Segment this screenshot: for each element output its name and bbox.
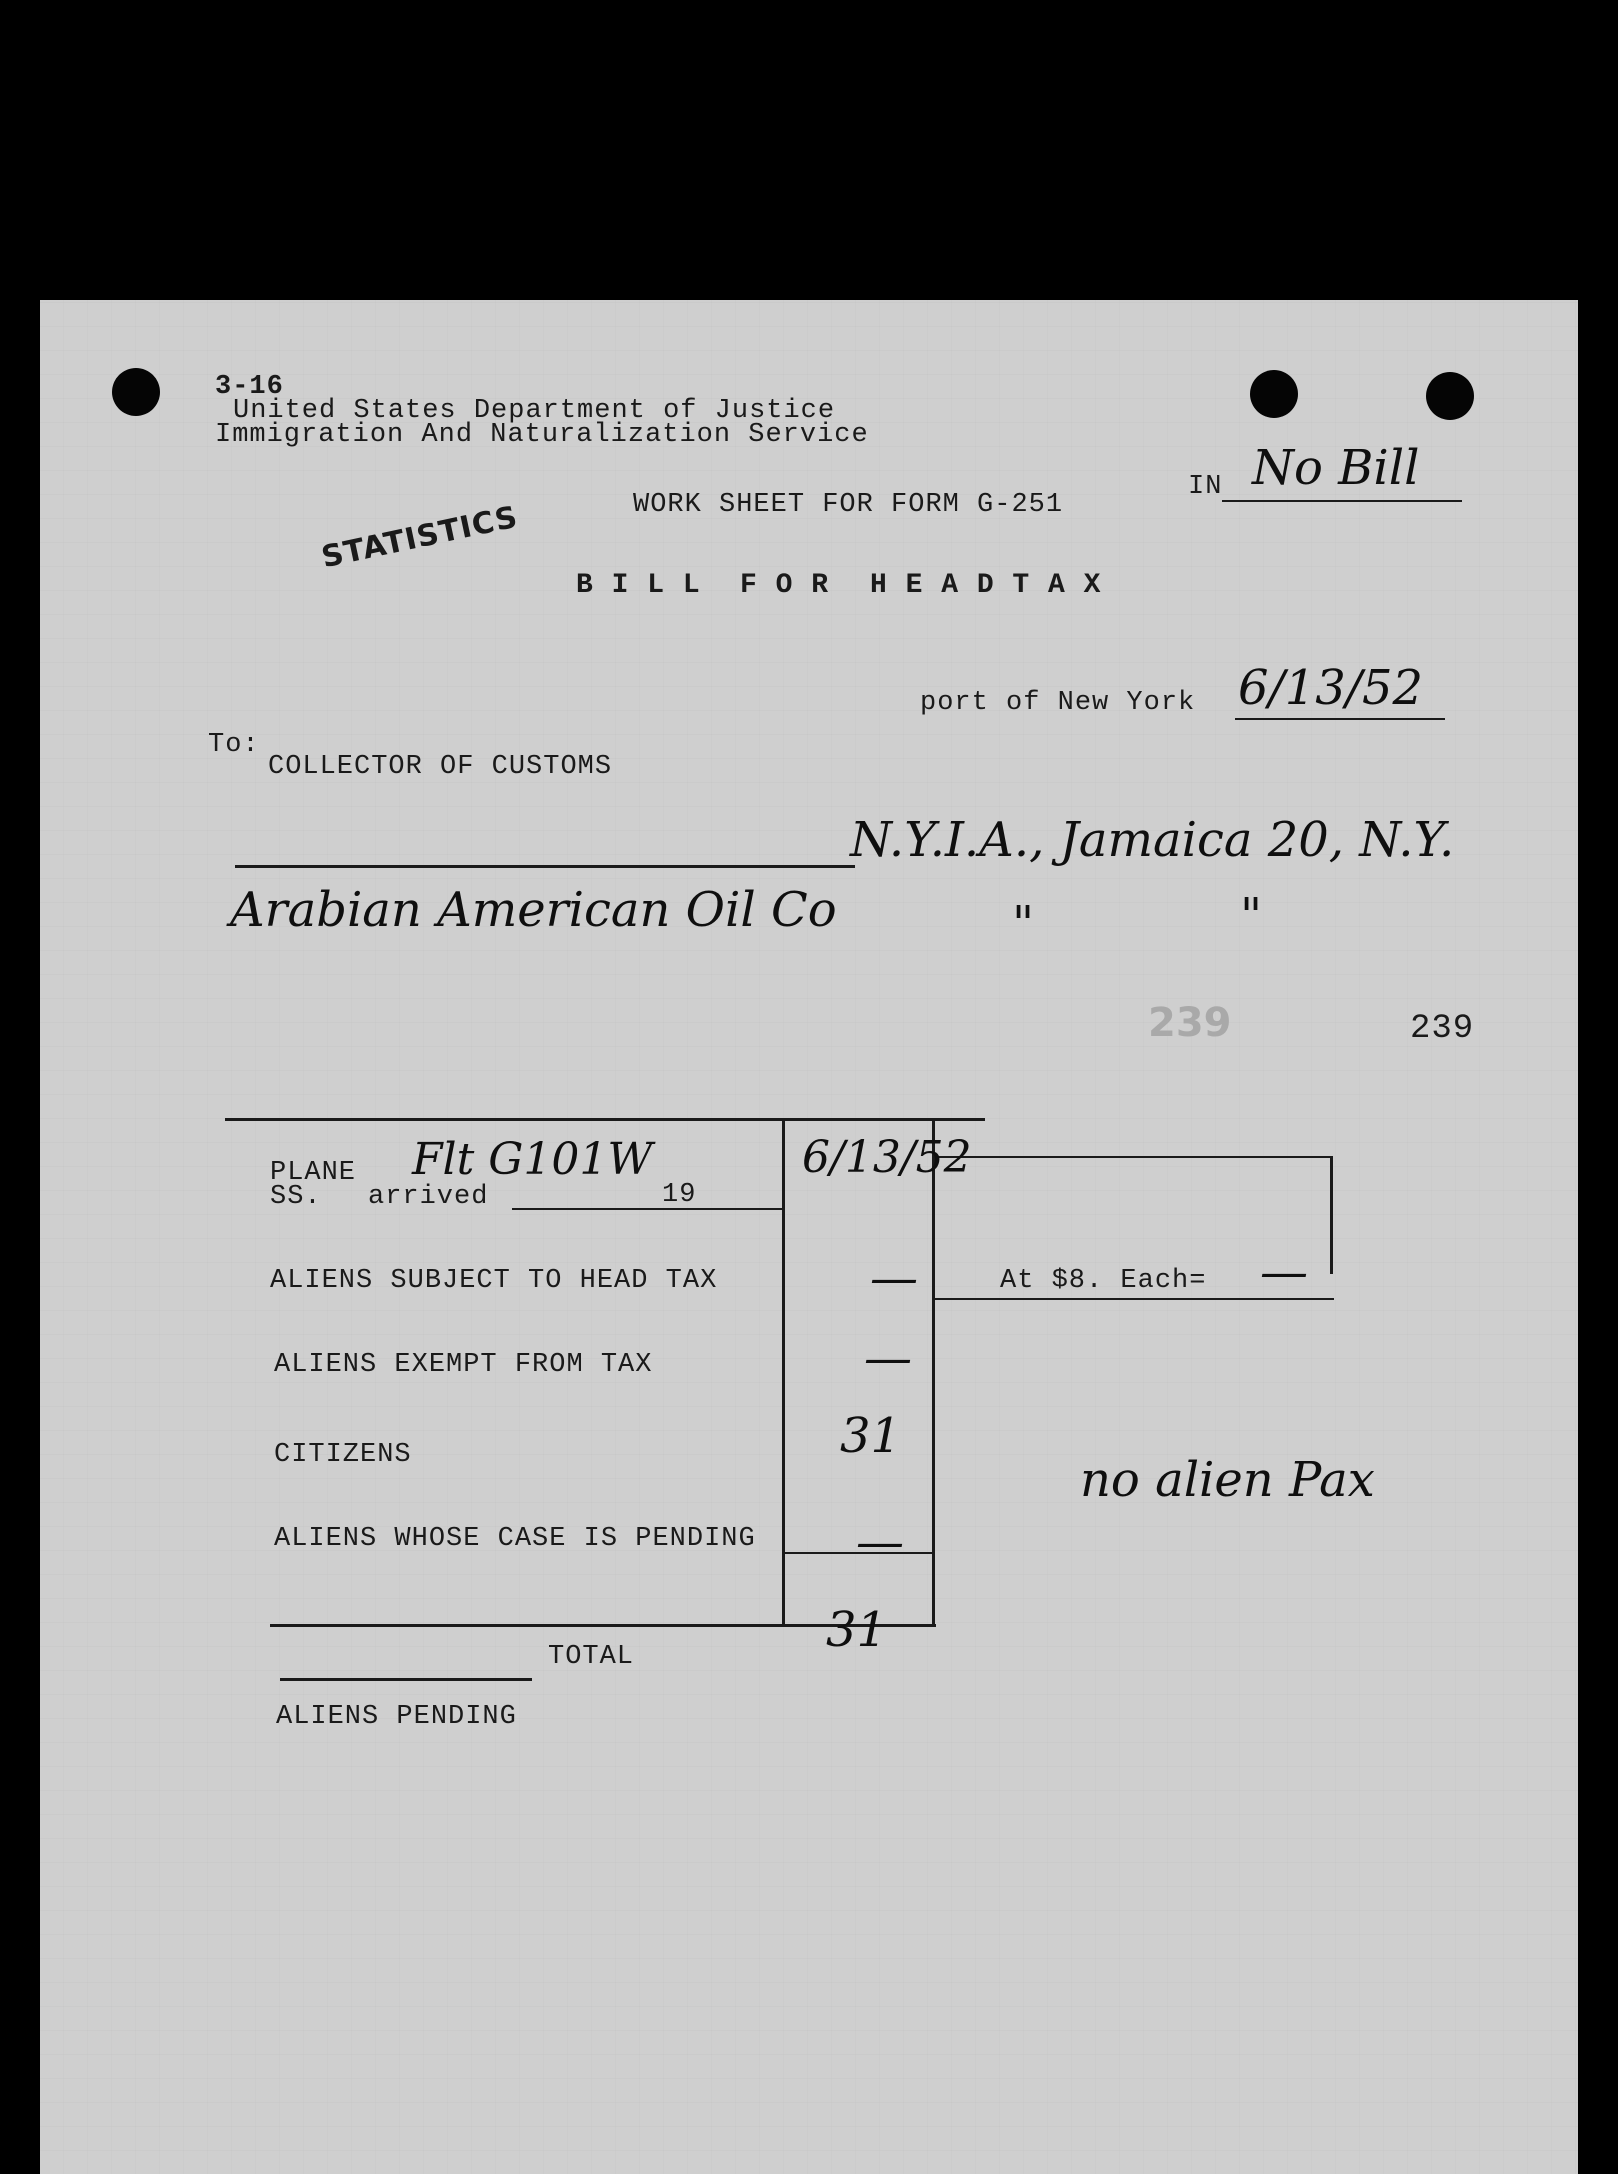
- arrived-underline: [512, 1208, 782, 1210]
- department-name: United States Department of Justice: [233, 396, 836, 426]
- column-divider-right: [932, 1118, 935, 1626]
- plane-value-handwritten: Flt G101W: [412, 1134, 653, 1185]
- service-name: Immigration And Naturalization Service: [215, 420, 869, 450]
- ditto-mark-2: ": [1240, 888, 1263, 944]
- port-date-handwritten: 6/13/52: [1238, 660, 1424, 716]
- subject-to-tax-value: —: [870, 1250, 918, 1306]
- citizens-label: CITIZENS: [274, 1440, 412, 1470]
- company-handwritten: Arabian American Oil Co: [230, 882, 837, 938]
- in-label: IN: [1188, 472, 1223, 502]
- bill-title-part1: B I L L: [576, 570, 701, 601]
- punch-hole-right-2: [1426, 372, 1474, 420]
- document-page: [40, 300, 1578, 2174]
- ditto-mark-1: ": [1012, 896, 1035, 952]
- faint-stamped-number: 239: [1148, 1000, 1232, 1046]
- bill-title-part2: F O R: [740, 570, 830, 601]
- total-value: 31: [826, 1602, 888, 1658]
- form-number: 3-16: [215, 372, 284, 402]
- punch-hole-right-1: [1250, 370, 1298, 418]
- total-label: TOTAL: [548, 1642, 635, 1672]
- pending-case-value: —: [856, 1514, 904, 1570]
- arrived-label: arrived: [368, 1182, 489, 1212]
- subject-to-tax-label: ALIENS SUBJECT TO HEAD TAX: [270, 1266, 718, 1296]
- bill-title-part3: H E A D T A X: [870, 570, 1102, 601]
- location-handwritten: N.Y.I.A., Jamaica 20, N.Y.: [850, 812, 1455, 868]
- ss-label: SS.: [270, 1182, 322, 1212]
- exempt-label: ALIENS EXEMPT FROM TAX: [274, 1350, 653, 1380]
- punch-hole-left: [112, 368, 160, 416]
- aliens-pending-underline: [280, 1678, 532, 1681]
- work-sheet-title: WORK SHEET FOR FORM G-251: [633, 490, 1064, 520]
- address-line: [235, 865, 855, 868]
- table-top-rule: [225, 1118, 985, 1121]
- exempt-value: —: [864, 1330, 912, 1386]
- year-prefix: 19: [662, 1180, 697, 1210]
- arrival-date-handwritten: 6/13/52: [802, 1132, 972, 1183]
- rate-value: —: [1260, 1244, 1308, 1300]
- plane-label: PLANE: [270, 1158, 357, 1188]
- column-divider-left: [782, 1118, 785, 1626]
- rate-box-right: [1330, 1156, 1333, 1274]
- in-value-handwritten: No Bill: [1252, 440, 1420, 496]
- citizens-value: 31: [840, 1408, 902, 1464]
- rate-label: At $8. Each=: [1000, 1266, 1207, 1296]
- statistics-stamp: STATISTICS: [318, 499, 522, 576]
- pending-case-label: ALIENS WHOSE CASE IS PENDING: [274, 1524, 756, 1554]
- to-label: To:: [208, 730, 260, 760]
- rate-box-top: [932, 1156, 1332, 1158]
- collector-of-customs: COLLECTOR OF CUSTOMS: [268, 752, 613, 782]
- remark-handwritten: no alien Pax: [1080, 1452, 1375, 1508]
- port-date-underline: [1235, 718, 1445, 720]
- in-underline: [1222, 500, 1462, 502]
- typed-number: 239: [1410, 1010, 1475, 1048]
- port-label: port of New York: [920, 688, 1196, 718]
- aliens-pending-label: ALIENS PENDING: [276, 1702, 517, 1732]
